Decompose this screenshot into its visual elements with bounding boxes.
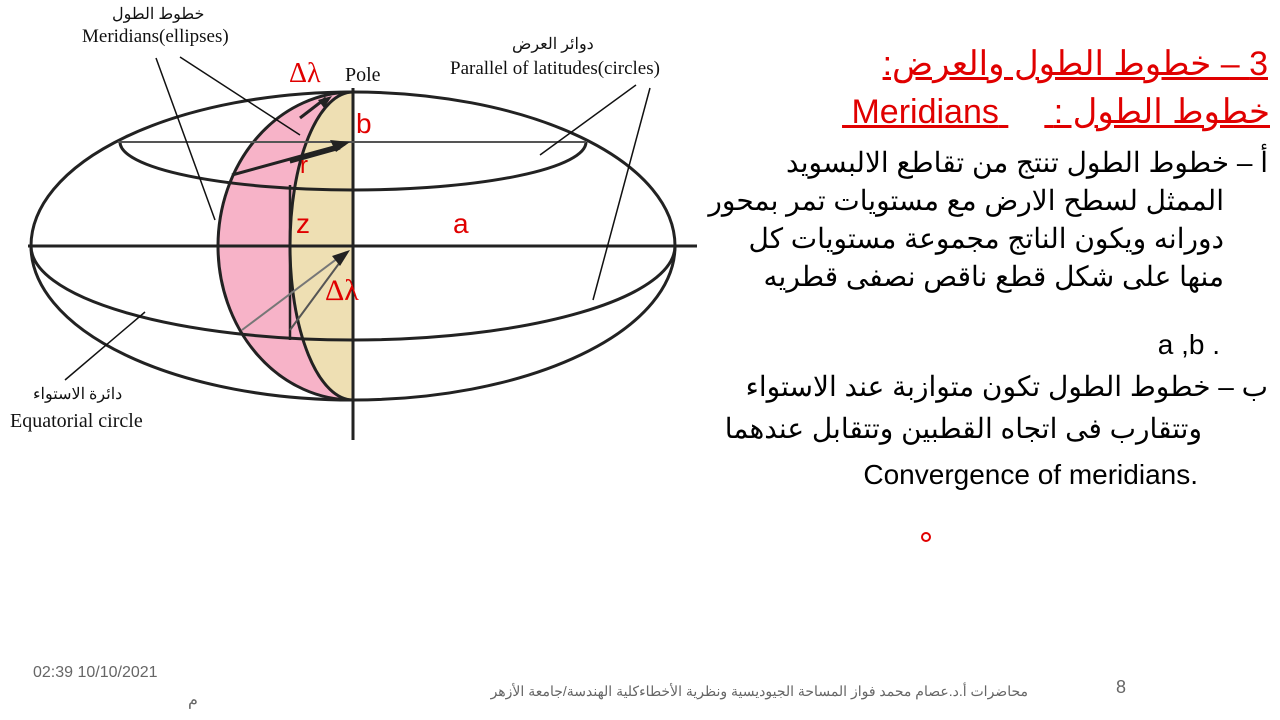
r-label: r — [300, 152, 308, 179]
subtitle-ar: خطوط الطول : — [1053, 93, 1270, 131]
body-line: دورانه ويكون الناتج مجموعة مستويات كل — [748, 223, 1224, 254]
slide-title: 3 – خطوط الطول والعرض: — [882, 45, 1268, 83]
parallels-label-en: Parallel of latitudes(circles) — [450, 58, 660, 79]
footer-datetime: 02:39 10/10/2021 — [33, 664, 158, 681]
equator-label-en: Equatorial circle — [10, 410, 143, 432]
body-line: Convergence of meridians. — [863, 459, 1198, 490]
pole-label: Pole — [345, 64, 381, 86]
body-line: أ – خطوط الطول تنتج من تقاطع الالبسويد — [786, 147, 1268, 178]
slide-subtitle — [830, 92, 1270, 132]
delta-lambda-top-label: Δλ — [289, 58, 321, 89]
parallels-label-ar: دوائر العرض — [512, 36, 594, 53]
z-label: z — [296, 208, 310, 239]
meridians-label-en: Meridians(ellipses) — [82, 26, 229, 47]
footer-lecture-info: محاضرات أ.د.عصام محمد فواز المساحة الجيوديسية ونظرية الأخطاءكلية الهندسة/جامعة الأزهر — [490, 683, 1028, 699]
delta-lambda-center-label: Δλ — [325, 274, 359, 307]
body-line: ب – خطوط الطول تكون متوازبة عند الاستواء — [745, 371, 1268, 402]
body-line: الممثل لسطح الارض مع مستويات تمر بمحور — [708, 185, 1224, 216]
b-label: b — [356, 108, 372, 139]
a-label: a — [453, 208, 469, 239]
body-line: وتتقارب فى اتجاه القطبين وتتقابل عندهما — [724, 413, 1202, 444]
subtitle-en: Meridians — [851, 93, 999, 131]
body-line: a ,b . — [1157, 329, 1220, 360]
laser-pointer-dot — [921, 532, 931, 542]
equator-label-ar: دائرة الاستواء — [33, 386, 123, 403]
footer-ampm: م — [188, 692, 198, 709]
meridians-label-ar: خطوط الطول — [112, 6, 205, 23]
page-number: 8 — [1116, 677, 1127, 697]
body-line: منها على شكل قطع ناقص نصفى قطريه — [763, 261, 1224, 292]
